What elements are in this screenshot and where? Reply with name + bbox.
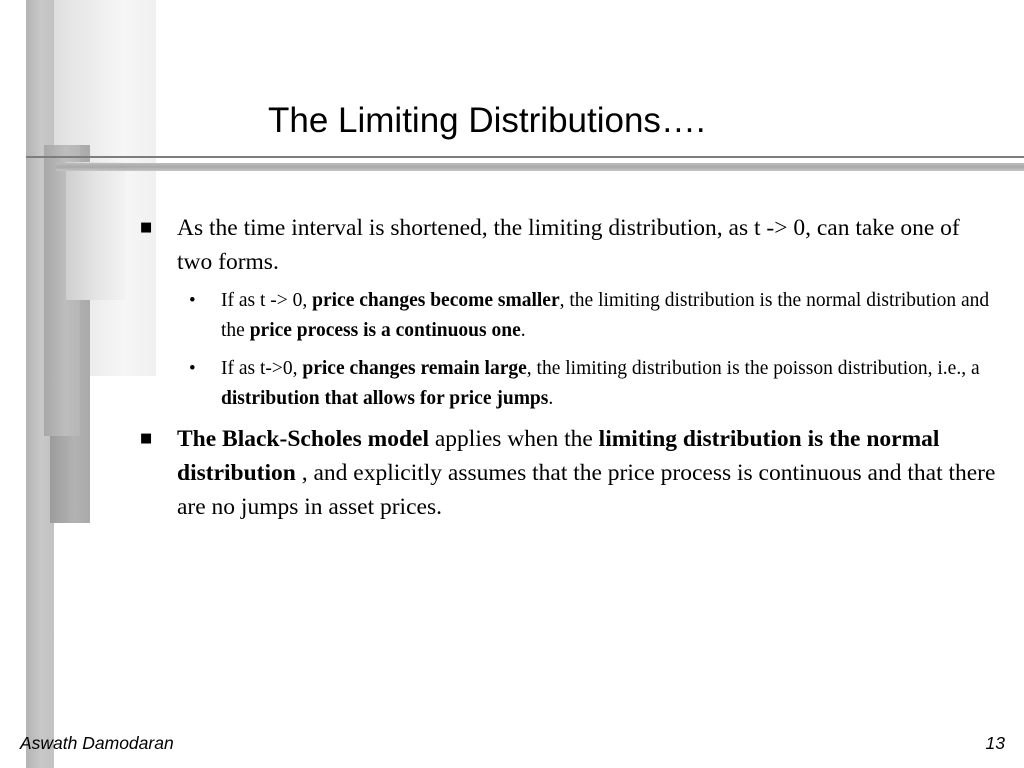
dot-bullet-icon: • bbox=[189, 290, 196, 311]
slide-title: The Limiting Distributions…. bbox=[268, 101, 706, 140]
sub-bullet-emphasis: price changes remain large bbox=[302, 358, 527, 379]
bullet-text: applies when the bbox=[428, 426, 599, 452]
bullet-item bbox=[140, 422, 997, 524]
square-bullet-icon: ■ bbox=[140, 431, 153, 446]
footer-author: Aswath Damodaran bbox=[20, 733, 174, 753]
sub-bullet-text: , the limiting distribution is the normal distribution and the bbox=[221, 290, 990, 341]
bullet-emphasis: limiting distribution is the normal distribution bbox=[177, 426, 940, 486]
sub-bullet-item bbox=[189, 354, 997, 414]
bullet-text: , and explicitly assumes that the price process is continuous and that there are no jumps in asset prices. bbox=[177, 460, 996, 520]
square-bullet-icon: ■ bbox=[140, 220, 153, 235]
footer-page-number: 13 bbox=[985, 733, 1005, 753]
title-underline bbox=[26, 156, 1024, 158]
sub-bullet-text: , the limiting distribution is the poisson distribution, i.e., a bbox=[526, 358, 980, 379]
sub-bullet-emphasis: price changes become smaller bbox=[312, 290, 560, 311]
sub-bullet-text: If as t->0, bbox=[221, 358, 303, 379]
sub-bullet-text: If as t -> 0, bbox=[221, 290, 313, 311]
decor-bar-inner bbox=[66, 162, 126, 300]
sub-bullet-text: . bbox=[520, 320, 526, 341]
bullet-emphasis: The Black-Scholes model bbox=[177, 426, 429, 452]
dot-bullet-icon: • bbox=[189, 358, 196, 379]
bullet-text: As the time interval is shortened, the limiting distribution, as t -> 0, can take one of two forms. bbox=[177, 215, 960, 275]
title-underline-shadow bbox=[56, 163, 1024, 171]
sub-bullet-item bbox=[189, 286, 997, 346]
sub-bullet-emphasis: price process is a continuous one bbox=[249, 320, 521, 341]
sub-bullet-text: . bbox=[548, 388, 554, 409]
bullet-item bbox=[140, 211, 997, 279]
sub-bullet-emphasis: distribution that allows for price jumps bbox=[221, 388, 549, 409]
